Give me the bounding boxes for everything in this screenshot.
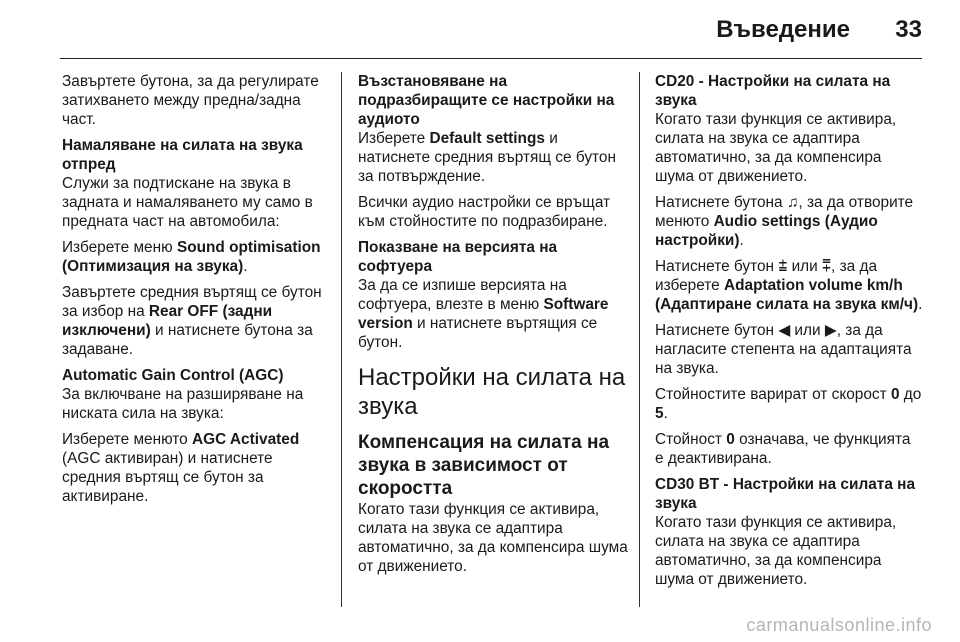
paragraph: За да се изпише версията на софтуера, влезте в меню Software version и натиснете въртящия се бутон. xyxy=(358,277,609,351)
header-rule xyxy=(60,58,922,59)
column-divider-2 xyxy=(639,72,640,607)
paragraph: Когато тази функция се активира, силата на звука се адаптира автоматично, за да компенсира шума от движението. xyxy=(655,514,897,588)
paragraph: Изберете Default settings и натиснете средния въртящ се бутон за потвърждение. xyxy=(358,130,616,185)
paragraph: Натиснете бутон ⩲ или ⩱, за да изберете Adaptation volume km/h (Адаптиране силата на звука км/ч). xyxy=(655,258,923,313)
column-3 xyxy=(655,72,923,596)
paragraph: Служи за подтискане на звука в задната и намаляването му само в предната част на автомобила: xyxy=(62,175,313,230)
column-divider-1 xyxy=(341,72,342,607)
paragraph: За включване на разширяване на ниската сила на звука: xyxy=(62,386,304,422)
paragraph: Натиснете бутона ♫, за да отворите менюто Audio settings (Аудио настройки). xyxy=(655,194,914,249)
paragraph: Когато тази функция се активира, силата на звука се адаптира автоматично, за да компенсира шума от движението. xyxy=(358,501,628,575)
paragraph: Натиснете бутон ◀ или ▶, за да нагласите степента на адаптацията на звука. xyxy=(655,322,912,377)
column-1 xyxy=(62,72,328,513)
section-heading: CD20 - Настройки на силата на звука xyxy=(655,73,891,109)
column-2 xyxy=(358,72,628,583)
chapter-heading: Настройки на силата на звука xyxy=(358,364,626,420)
paragraph: Изберете менюто AGC Activated (AGC активиран) и натиснете средния въртящ се бутон за активиране. xyxy=(62,431,300,505)
paragraph: Изберете меню Sound optimisation (Оптимизация на звука). xyxy=(62,239,321,275)
section-heading: CD30 BT - Настройки на силата на звука xyxy=(655,476,916,512)
subsection-heading: Компенсация на силата на звука в зависимост от скоростта xyxy=(358,432,610,499)
section-heading: Възстановяване на подразбиращите се настройки на аудиото xyxy=(358,73,615,128)
watermark: carmanualsonline.info xyxy=(746,615,932,635)
section-heading: Показване на версията на софтуера xyxy=(358,239,558,275)
section-heading: Automatic Gain Control (AGC) xyxy=(62,367,284,384)
page-number: 33 xyxy=(895,16,922,43)
paragraph: Когато тази функция се активира, силата на звука се адаптира автоматично, за да компенсира шума от движението. xyxy=(655,111,897,185)
paragraph: Завъртете бутона, за да регулирате затихването между предна/задна част. xyxy=(62,73,319,128)
section-heading: Намаляване на силата на звука отпред xyxy=(62,137,303,173)
paragraph: Всички аудио настройки се връщат към стойностите по подразбиране. xyxy=(358,194,611,230)
page-header xyxy=(0,0,960,60)
page-title: Въведение xyxy=(716,16,850,43)
paragraph: Стойност 0 означава, че функцията е деактивирана. xyxy=(655,431,911,467)
paragraph: Завъртете средния въртящ се бутон за избор на Rear OFF (задни изключени) и натиснете бутона за задаване. xyxy=(62,284,322,358)
paragraph: Стойностите варират от скорост 0 до 5. xyxy=(655,386,922,422)
